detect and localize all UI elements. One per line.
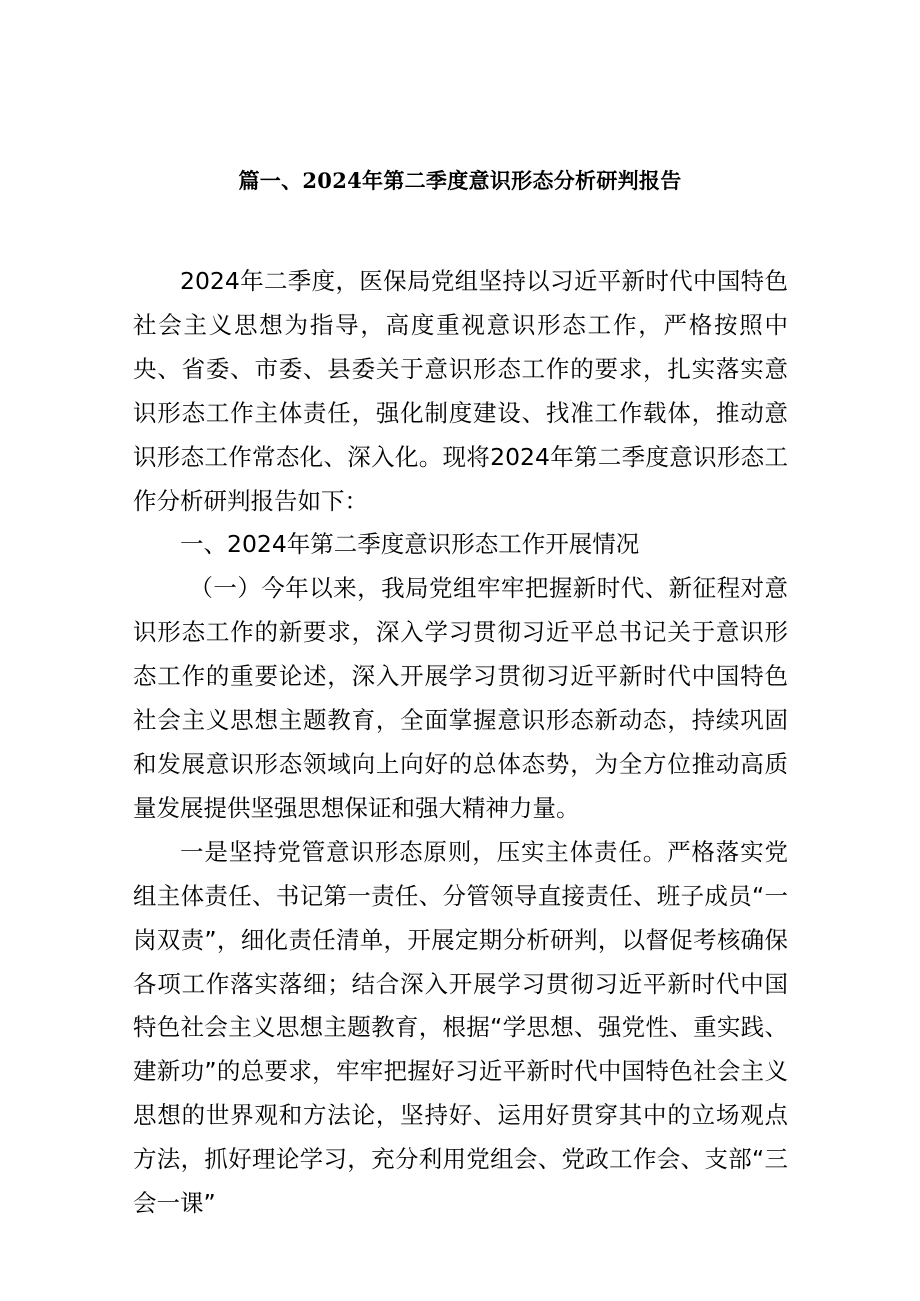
section-heading-1: 一、2024年第二季度意识形态工作开展情况 [180,530,640,559]
paragraph-subsection-1: （一）今年以来，我局党组牢牢把握新时代、新征程对意识形态工作的新要求，深入学习贯彻习近平总书记关于意识形态工作的重要论述，深入开展学习贯彻习近平新时代中国特色社会主义思想主题教育，全面掌握意识形态新动态，持续巩固和发展意识形态领域向上向好的总体态势，为全方位推动高质量发展提供坚强思想保证和强大精神力量。 [133,574,788,822]
document-title: 篇一、2024年第二季度意识形态分析研判报告 [238,168,682,193]
paragraph-intro: 2024年二季度，医保局党组坚持以习近平新时代中国特色社会主义思想为指导，高度重视意识形态工作，严格按照中央、省委、市委、县委关于意识形态工作的要求，扎实落实意识形态工作主体责任，强化制度建设、找准工作载体，推动意识形态工作常态化、深入化。现将2024年第二季度意识形态工作分析研判报告如下： [133,267,788,515]
paragraph-point-1: 一是坚持党管意识形态原则，压实主体责任。严格落实党组主体责任、书记第一责任、分管领导直接责任、班子成员“一岗双责”，细化责任清单，开展定期分析研判，以督促考核确保各项工作落实落细；结合深入开展学习贯彻习近平新时代中国特色社会主义思想主题教育，根据“学思想、强党性、重实践、建新功”的总要求，牢牢把握好习近平新时代中国特色社会主义思想的世界观和方法论，坚持好、运用好贯穿其中的立场观点方法，抓好理论学习，充分利用党组会、党政工作会、支部“三会一课” [133,837,788,1218]
document-body [133,260,788,1226]
